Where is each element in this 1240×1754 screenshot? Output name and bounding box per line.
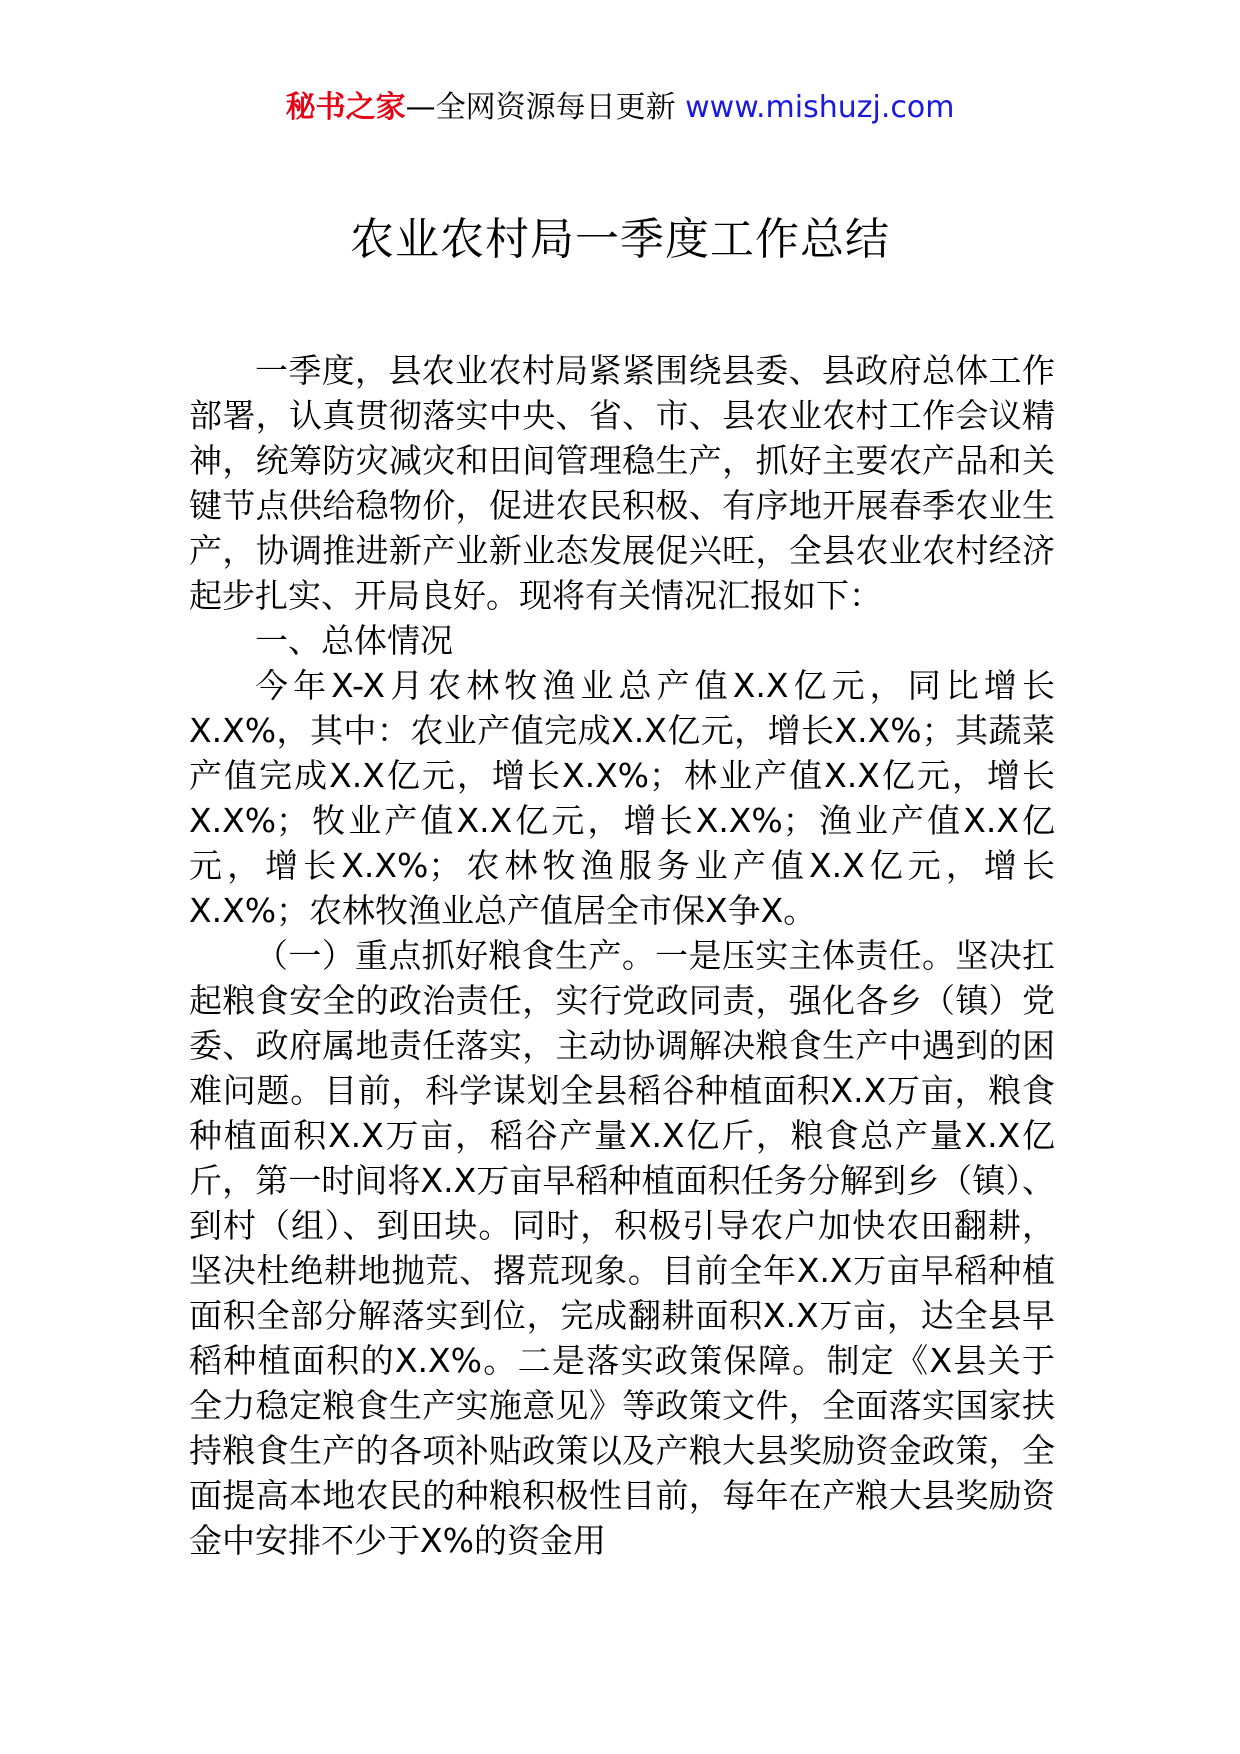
document-title: 农业农村局一季度工作总结 bbox=[350, 214, 890, 265]
site-url-link[interactable]: www.mishuzj.com bbox=[685, 90, 955, 125]
section-heading-overview: 一、总体情况 bbox=[255, 621, 453, 660]
paragraph-intro: 一季度，县农业农村局紧紧围绕县委、县政府总体工作部署，认真贯彻落实中央、省、市、县农业农村工作会议精神，统筹防灾减灾和田间管理稳生产，抓好主要农产品和关键节点供给稳物价，促进农民积极、有序地开展春季农业生产，协调推进新产业新业态发展促兴旺，全县农业农村经济起步扎实、开局良好。现将有关情况汇报如下： bbox=[189, 351, 1055, 615]
header-tagline: —全网资源每日更新 bbox=[405, 90, 676, 125]
paragraph-grain-production: （一）重点抓好粮食生产。一是压实主体责任。坚决扛起粮食安全的政治责任，实行党政同责，强化各乡（镇）党委、政府属地责任落实，主动协调解决粮食生产中遇到的困难问题。目前，科学谋划全县稻谷种植面积X.X万亩，粮食种植面积X.X万亩，稻谷产量X.X亿斤，粮食总产量X.X亿斤，第一时间将X.X万亩早稻种植面积任务分解到乡（镇）、到村（组）、到田块。同时，积极引导农户加快农田翻耕，坚决杜绝耕地抛荒、撂荒现象。目前全年X.X万亩早稻种植面积全部分解落实到位，完成翻耕面积X.X万亩，达全县早稻种植面积的X.X%。二是落实政策保障。制定《X县关于全力稳定粮食生产实施意见》等政策文件，全面落实国家扶持粮食生产的各项补贴政策以及产粮大县奖励资金政策，全面提高本地农民的种粮积极性目前，每年在产粮大县奖励资金中安排不少于X%的资金用 bbox=[189, 936, 1055, 1560]
paragraph-output-value: 今年X-X月农林牧渔业总产值X.X亿元，同比增长X.X%，其中：农业产值完成X.X亿元，增长X.X%；其蔬菜产值完成X.X亿元，增长X.X%；林业产值X.X亿元，增长X.X%；牧业产值X.X亿元，增长X.X%；渔业产值X.X亿元，增长X.X%；农林牧渔服务业产值X.X亿元，增长X.X%；农林牧渔业总产值居全市保X争X。 bbox=[189, 666, 1055, 930]
document-body bbox=[189, 348, 1055, 1563]
brand-name: 秘书之家 bbox=[285, 90, 406, 125]
watermark-header bbox=[0, 88, 1240, 128]
